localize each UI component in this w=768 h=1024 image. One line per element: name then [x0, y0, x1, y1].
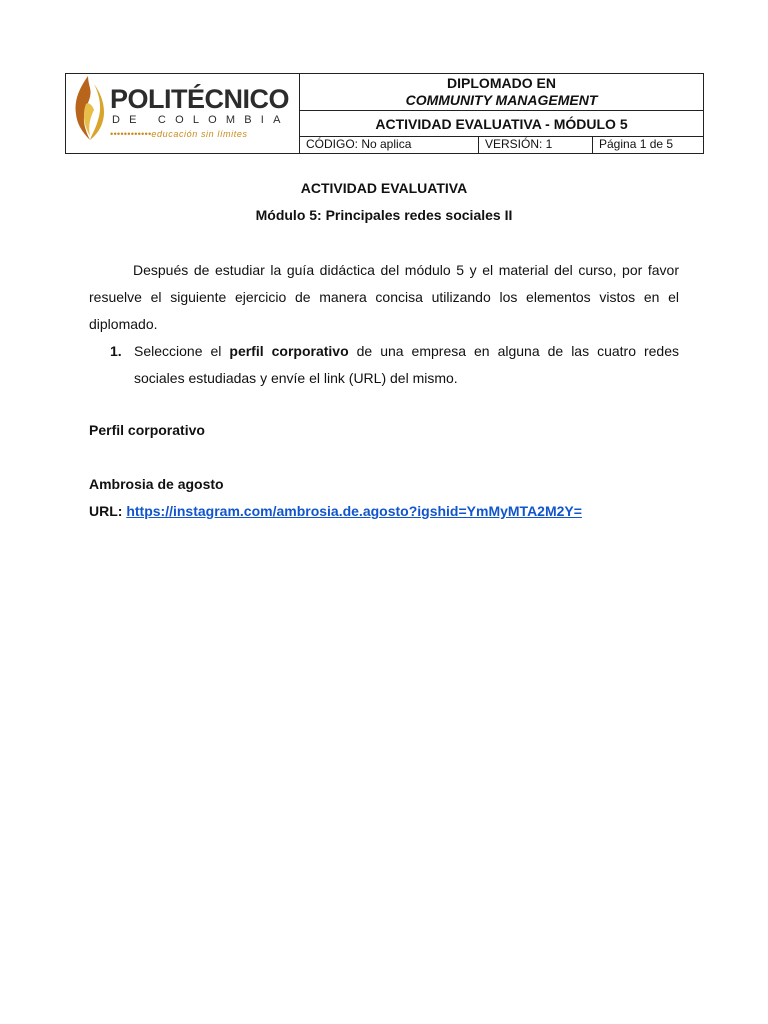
program-line-2: COMMUNITY MANAGEMENT	[405, 92, 598, 108]
logo-dots: ••••••••••••	[110, 129, 152, 139]
logo-subtitle: DE COLOMBIA	[112, 114, 290, 126]
list-number: 1.	[110, 343, 122, 359]
list-text-bold: perfil corporativo	[229, 343, 349, 359]
list-text-post: de una empresa en alguna de las cuatro redes sociales estudiadas y envíe el link (URL) del mismo.	[134, 343, 680, 386]
company-name: Ambrosia de agosto	[89, 476, 224, 492]
document-header	[65, 73, 704, 154]
url-line	[89, 503, 582, 519]
instagram-url-link[interactable]: https://instagram.com/ambrosia.de.agosto?igshid=YmMyMTA2M2Y=	[126, 503, 582, 519]
version-cell: VERSIÓN: 1	[479, 137, 593, 153]
intro-text: Después de estudiar la guía didáctica del módulo 5 y el material del curso, por favor resuelve el siguiente ejercicio de manera concisa utilizando los elementos vistos en el diplomado.	[89, 262, 679, 332]
list-text-pre: Seleccione el	[134, 343, 230, 359]
list-item	[89, 338, 679, 392]
institution-logo	[66, 74, 300, 153]
page-number-cell: Página 1 de 5	[599, 137, 674, 151]
code-cell: CÓDIGO: No aplica	[300, 137, 479, 153]
logo-tagline: educación sin límites	[151, 129, 248, 139]
program-title	[300, 74, 703, 111]
activity-title: ACTIVIDAD EVALUATIVA - MÓDULO 5	[300, 111, 703, 137]
logo-tagline-row	[110, 129, 248, 139]
flame-logo-icon	[70, 74, 106, 144]
logo-name: POLITÉCNICO	[110, 84, 290, 114]
meta-row	[300, 137, 703, 153]
url-label: URL:	[89, 503, 127, 519]
header-info	[300, 74, 703, 153]
list-text	[134, 338, 679, 392]
section-heading: Perfil corporativo	[89, 422, 205, 438]
program-line-1: DIPLOMADO EN	[447, 75, 556, 91]
intro-paragraph	[89, 257, 679, 338]
document-title: ACTIVIDAD EVALUATIVA	[300, 180, 468, 196]
document-subtitle: Módulo 5: Principales redes sociales II	[255, 207, 513, 223]
